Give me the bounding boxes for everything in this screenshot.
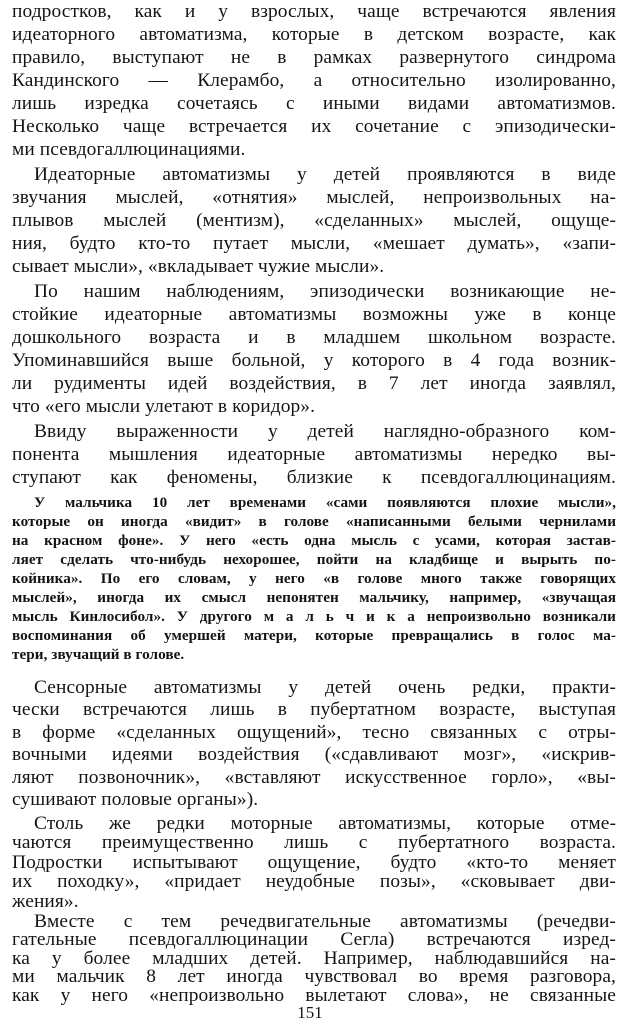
case-text-line: на красном фоне». У него «есть одна мысль с усами, которая застав- — [12, 532, 616, 549]
text-line: подростков, как и у взрослых, чаще встречаются явления — [12, 1, 616, 22]
text-line: ми мальчик 8 лет иногда чувствовал во время разговора, — [12, 966, 616, 988]
case-text-line: У мальчика 10 лет временами «сами появляются плохие мысли», — [34, 494, 616, 511]
text-line: ступают как феномены, близкие к псевдогаллюцинациям. — [12, 467, 616, 488]
text-line: Сенсорные автоматизмы у детей очень редки, практи- — [34, 677, 616, 698]
text-line: понента мышления идеаторные автоматизмы нередко вы- — [12, 444, 616, 465]
text-line: ли рудименты идей воздействия, в 7 лет иногда заявлял, — [12, 373, 616, 394]
text-line: Упоминавшийся выше больной, у которого в 4 года возник- — [12, 350, 616, 371]
text-line: ляют позвоночник», «вставляют искусственное горло», «вы- — [12, 766, 616, 788]
text-line: их походку», «придает неудобные позы», «сковывает дви- — [12, 871, 616, 893]
text-line: Идеаторные автоматизмы у детей проявляются в виде — [34, 164, 616, 185]
text-line: сушивают половые органы»). — [12, 789, 259, 810]
text-line: Столь же редки моторные автоматизмы, которые отме- — [34, 813, 616, 834]
case-text-line: мыслей», иногда их смысл непонятен мальчику, например, «звучащая — [12, 589, 616, 606]
text-line: чески встречаются лишь в пубертатном возрасте, выступая — [12, 699, 616, 721]
text-line: Вместе с тем речедвигательные автоматизмы (речедви- — [34, 911, 616, 932]
case-text-line: ляет сделать что-нибудь нехорошее, пойти на кладбище и вырыть по- — [12, 551, 616, 568]
text-line: в форме «сделанных ощущений», тесно связанных с отры- — [12, 721, 616, 743]
text-line: ка у более младших детей. Например, наблюдавшийся на- — [12, 947, 616, 969]
text-line: вочными идеями воздействия («сдавливают мозг», «искрив- — [12, 744, 616, 766]
case-text-line: воспоминания об умершей матери, которые превращались в голос ма- — [12, 627, 616, 644]
text-line: дошкольного возраста и в младшем школьном возрасте. — [12, 327, 616, 348]
text-line: лишь изредка сочетаясь с иными видами автоматизмов. — [12, 93, 616, 114]
text-line: чаются преимущественно лишь с пубертатного возраста. — [12, 832, 616, 854]
text-line: По нашим наблюдениям, эпизодически возникающие не- — [34, 281, 616, 302]
page-number: 151 — [297, 1003, 323, 1022]
text-line: сывает мысли», «вкладывает чужие мысли». — [12, 256, 385, 277]
case-text-line: койника». По его словам, у него «в голове много также говорящих — [12, 570, 616, 587]
text-line: звучания мыслей, «отнятия» мыслей, непроизвольных на- — [12, 187, 616, 208]
text-line: Ввиду выраженности у детей наглядно-образного ком- — [34, 421, 616, 442]
text-line: идеаторного автоматизма, которые в детском возрасте, как — [12, 24, 616, 45]
text-line: как у него «непроизвольно вылетают слова», не связанные — [12, 984, 616, 1006]
case-text-line: которые он иногда «видит» в голове «написанными белыми чернилами — [12, 513, 616, 530]
text-line: ми псевдогаллюцинациями. — [12, 139, 246, 160]
text-line: Кандинского — Клерамбо, а относительно изолированно, — [12, 70, 616, 91]
text-line: ния, будто кто-то путает мысли, «мешает думать», «запи- — [12, 233, 616, 254]
text-line: жения». — [12, 890, 79, 912]
text-line: Несколько чаще встречается их сочетание с эпизодически- — [12, 116, 616, 137]
text-line: плывов мыслей (ментизм), «сделанных» мыслей, ощуще- — [12, 210, 616, 231]
text-line: гательные псевдогаллюцинации Сегла) встречаются изред- — [12, 929, 616, 951]
text-line: правило, выступают не в рамках развернутого синдрома — [12, 47, 616, 68]
text-line: стойкие идеаторные автоматизмы возможны уже в конце — [12, 304, 616, 325]
text-line: что «его мысли улетают в коридор». — [12, 396, 316, 417]
case-text-line: мысль Кинлосибол». У другого м а л ь ч и к а непроизвольно возникали — [12, 608, 616, 625]
text-line: Подростки испытывают ощущение, будто «кто-то меняет — [12, 851, 616, 873]
case-text-line: тери, звучащий в голове. — [12, 646, 185, 663]
